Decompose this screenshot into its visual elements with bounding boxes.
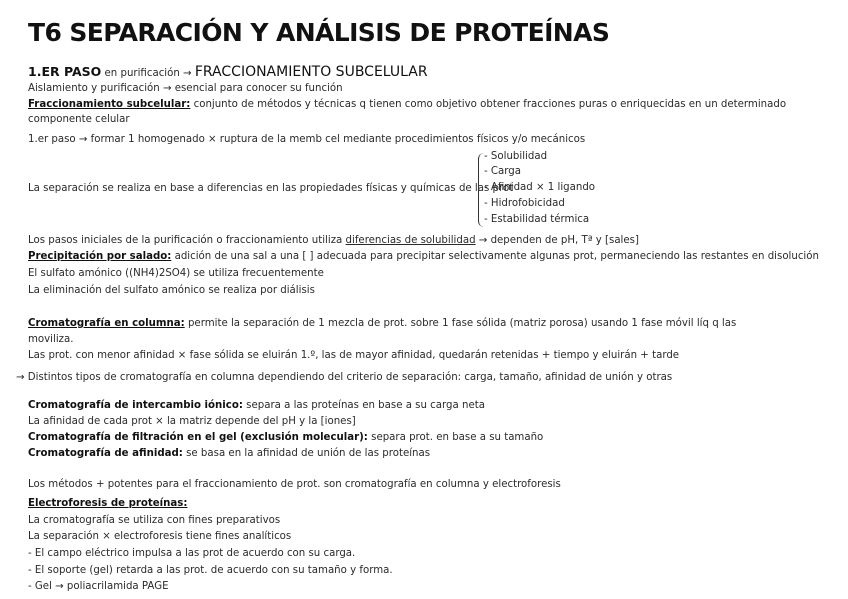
intercambio-label: Cromatografía de intercambio iónico: bbox=[28, 400, 243, 411]
line-aislamiento: Aislamiento y purificación → esencial para conocer su función bbox=[28, 83, 343, 94]
cromatografia-label: Cromatografía en columna: bbox=[28, 318, 185, 329]
pasos-underlined: diferencias de solubilidad bbox=[345, 235, 476, 246]
pasos-post: → dependen de pH, Tª y [sales] bbox=[478, 235, 639, 246]
line-primer-paso: 1.er paso → formar 1 homogenado × ruptura de la memb cel mediante procedimientos físicos y/o mecánicos bbox=[28, 134, 586, 145]
fraccionamiento-label: Fraccionamiento subcelular: bbox=[28, 99, 191, 110]
line-sulfato-2: La eliminación del sulfato amónico se realiza por diálisis bbox=[28, 285, 315, 296]
precipitacion-label: Precipitación por salado: bbox=[28, 251, 172, 262]
line-distintos-tipos: → Distintos tipos de cromatografía en columna dependiendo del criterio de separación: carga, tamaño, afinidad de unión y otras bbox=[16, 372, 673, 383]
line-pasos-iniciales bbox=[28, 235, 639, 247]
step-one-label: 1.ER PASO bbox=[28, 64, 102, 79]
line-cromatografia-preparativos: La cromatografía se utiliza con fines preparativos bbox=[28, 515, 281, 526]
line-campo-electrico: - El campo eléctrico impulsa a las prot de acuerdo con su carga. bbox=[28, 548, 356, 559]
line-separacion-electroforesis: La separación × electroforesis tiene fines analíticos bbox=[28, 531, 292, 542]
step-one-big: FRACCIONAMIENTO SUBCELULAR bbox=[194, 64, 428, 80]
precipitacion-definition bbox=[28, 251, 819, 263]
property-item: - Hidrofobicidad bbox=[484, 198, 565, 209]
line-soporte-gel: - El soporte (gel) retarda a las prot. de acuerdo con su tamaño y forma. bbox=[28, 565, 393, 576]
cromatografia-cont: moviliza. bbox=[28, 334, 74, 345]
cromatografia-text: permite la separación de 1 mezcla de prot. sobre 1 fase sólida (matriz porosa) usando 1 fase móvil líq q las bbox=[187, 318, 737, 329]
step-one-mid: en purificación → bbox=[104, 68, 192, 79]
property-item: - Estabilidad térmica bbox=[484, 214, 590, 225]
line-afinidad-matriz: La afinidad de cada prot × la matriz depende del pH y la [iones] bbox=[28, 416, 356, 427]
filtracion-label: Cromatografía de filtración en el gel (exclusión molecular): bbox=[28, 432, 368, 443]
electroforesis-label: Electroforesis de proteínas: bbox=[28, 498, 188, 509]
filtracion-text: separa prot. en base a su tamaño bbox=[371, 432, 544, 443]
page-title: T6 SEPARACIÓN Y ANÁLISIS DE PROTEÍNAS bbox=[28, 18, 610, 47]
cromatografia-definition bbox=[28, 318, 736, 330]
property-item: - Carga bbox=[484, 166, 521, 177]
afinidad-label: Cromatografía de afinidad: bbox=[28, 448, 183, 459]
line-sulfato-1: El sulfato amónico ((NH4)2SO4) se utiliza frecuentemente bbox=[28, 268, 324, 279]
fraccionamiento-definition bbox=[28, 99, 786, 111]
property-item: - Afinidad × 1 ligando bbox=[484, 182, 596, 193]
intercambio-definition bbox=[28, 400, 485, 412]
fraccionamiento-cont: componente celular bbox=[28, 114, 130, 125]
step-one-heading bbox=[28, 66, 428, 80]
filtracion-definition bbox=[28, 432, 543, 444]
afinidad-text: se basa en la afinidad de unión de las proteínas bbox=[186, 448, 431, 459]
line-metodos: Los métodos + potentes para el fraccionamiento de prot. son cromatografía en columna y electroforesis bbox=[28, 479, 561, 490]
line-menor-afinidad: Las prot. con menor afinidad × fase sólida se eluirán 1.º, las de mayor afinidad, quedarán retenidas + tiempo y eluirán + tarde bbox=[28, 350, 680, 361]
property-item: - Solubilidad bbox=[484, 151, 548, 162]
precipitacion-text: adición de una sal a una [ ] adecuada para precipitar selectivamente algunas prot, permaneciendo las restantes en disolución bbox=[174, 251, 819, 262]
intercambio-text: separa a las proteínas en base a su carga neta bbox=[246, 400, 485, 411]
fraccionamiento-text: conjunto de métodos y técnicas q tienen como objetivo obtener fracciones puras o enriquecidas en un determinado bbox=[193, 99, 787, 110]
afinidad-definition bbox=[28, 448, 430, 460]
line-gel-page: - Gel → poliacrilamida PAGE bbox=[28, 581, 169, 592]
line-separacion: La separación se realiza en base a diferencias en las propiedades físicas y químicas de las prot bbox=[28, 183, 514, 194]
pasos-pre: Los pasos iniciales de la purificación o fraccionamiento utiliza bbox=[28, 235, 343, 246]
